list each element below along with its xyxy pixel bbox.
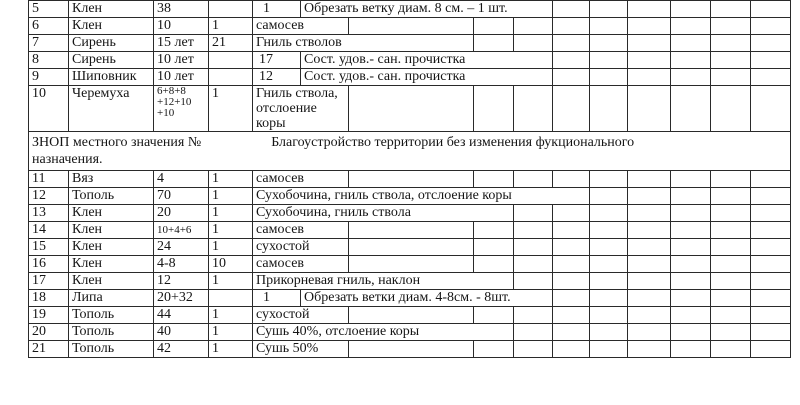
- diameter-cell: 4-8: [154, 256, 209, 273]
- note-cell: Обрезать ветки диам. 4-8см. - 8шт.: [301, 290, 553, 307]
- note-cell: Сост. удов.- сан. прочистка: [301, 52, 553, 69]
- section-title: ЗНОП местного значения №: [32, 135, 202, 150]
- species-cell: Клен: [69, 222, 154, 239]
- row-number: 20: [29, 324, 69, 341]
- count-cell: 1: [209, 341, 253, 358]
- row-number: 13: [29, 205, 69, 222]
- species-cell: Липа: [69, 290, 154, 307]
- row-number: 5: [29, 1, 69, 18]
- row-number: 19: [29, 307, 69, 324]
- species-cell: Клен: [69, 1, 154, 18]
- count-cell: 1: [209, 18, 253, 35]
- species-cell: Клен: [69, 18, 154, 35]
- count-b-cell: 17: [253, 52, 301, 69]
- species-cell: Сирень: [69, 35, 154, 52]
- row-number: 16: [29, 256, 69, 273]
- diameter-cell: 20: [154, 205, 209, 222]
- row-number: 10: [29, 86, 69, 132]
- tree-inventory-table: [28, 0, 791, 358]
- species-cell: Клен: [69, 256, 154, 273]
- table-row: [29, 273, 791, 290]
- table-row: [29, 222, 791, 239]
- diameter-cell: 44: [154, 307, 209, 324]
- row-number: 12: [29, 188, 69, 205]
- diameter-cell: 10: [154, 18, 209, 35]
- row-number: 18: [29, 290, 69, 307]
- table-row: [29, 307, 791, 324]
- count-cell: 1: [209, 273, 253, 290]
- count-cell: [209, 1, 253, 18]
- table-row: [29, 239, 791, 256]
- diameter-cell: 12: [154, 273, 209, 290]
- count-cell: 1: [209, 307, 253, 324]
- count-b-cell: 1: [253, 1, 301, 18]
- diameter-line: +12+10: [157, 96, 192, 108]
- species-cell: Черемуха: [69, 86, 154, 132]
- count-cell: 1: [209, 205, 253, 222]
- section-header-row: [29, 132, 791, 171]
- species-cell: Тополь: [69, 188, 154, 205]
- row-number: 17: [29, 273, 69, 290]
- species-cell: Сирень: [69, 52, 154, 69]
- table-row: [29, 69, 791, 86]
- diameter-cell: 42: [154, 341, 209, 358]
- table-row: [29, 290, 791, 307]
- row-number: 9: [29, 69, 69, 86]
- table-row: [29, 324, 791, 341]
- count-cell: 1: [209, 324, 253, 341]
- count-cell: 1: [209, 239, 253, 256]
- section-description: Благоустройство территории без изменения фукционального: [271, 135, 635, 150]
- species-cell: Шиповник: [69, 69, 154, 86]
- diameter-cell: 40: [154, 324, 209, 341]
- diameter-cell: 10 лет: [154, 52, 209, 69]
- count-cell: [209, 52, 253, 69]
- row-number: 8: [29, 52, 69, 69]
- species-cell: Вяз: [69, 171, 154, 188]
- note-cell: самосев: [253, 256, 349, 273]
- note-cell: [253, 86, 349, 132]
- note-cell: Гниль стволов: [253, 35, 474, 52]
- count-cell: [209, 69, 253, 86]
- section-header: [29, 132, 791, 171]
- count-cell: 1: [209, 171, 253, 188]
- diameter-cell: 70: [154, 188, 209, 205]
- table-row: [29, 171, 791, 188]
- note-line: Гниль ствола,: [256, 86, 338, 101]
- table-row: [29, 52, 791, 69]
- table-row: [29, 188, 791, 205]
- note-cell: Сухобочина, гниль ствола: [253, 205, 514, 222]
- species-cell: Клен: [69, 205, 154, 222]
- species-cell: Тополь: [69, 341, 154, 358]
- row-number: 15: [29, 239, 69, 256]
- diameter-cell: 15 лет: [154, 35, 209, 52]
- row-number: 11: [29, 171, 69, 188]
- row-number: 21: [29, 341, 69, 358]
- note-cell: Сост. удов.- сан. прочистка: [301, 69, 553, 86]
- count-cell: 1: [209, 188, 253, 205]
- note-cell: самосев: [253, 222, 349, 239]
- row-number: 7: [29, 35, 69, 52]
- species-cell: Тополь: [69, 307, 154, 324]
- note-line: отслоение коры: [256, 101, 317, 131]
- note-cell: сухостой: [253, 307, 349, 324]
- note-cell: Сушь 40%, отслоение коры: [253, 324, 514, 341]
- diameter-cell: 10+4+6: [154, 222, 209, 239]
- species-cell: Клен: [69, 239, 154, 256]
- note-cell: Сухобочина, гниль ствола, отслоение коры: [253, 188, 590, 205]
- diameter-cell: 38: [154, 1, 209, 18]
- note-cell: сухостой: [253, 239, 349, 256]
- count-cell: 10: [209, 256, 253, 273]
- species-cell: Клен: [69, 273, 154, 290]
- table-row: [29, 341, 791, 358]
- row-number: 6: [29, 18, 69, 35]
- table-row: [29, 1, 791, 18]
- count-cell: 21: [209, 35, 253, 52]
- species-cell: Тополь: [69, 324, 154, 341]
- table-row: [29, 256, 791, 273]
- diameter-cell: 24: [154, 239, 209, 256]
- count-cell: 1: [209, 222, 253, 239]
- note-cell: Прикорневая гниль, наклон: [253, 273, 514, 290]
- count-b-cell: 12: [253, 69, 301, 86]
- note-cell: Сушь 50%: [253, 341, 349, 358]
- note-cell: Обрезать ветку диам. 8 см. – 1 шт.: [301, 1, 553, 18]
- diameter-cell: [154, 86, 209, 132]
- table-row: [29, 205, 791, 222]
- diameter-cell: 4: [154, 171, 209, 188]
- table-row: [29, 18, 791, 35]
- table-row: [29, 86, 791, 132]
- count-b-cell: 1: [253, 290, 301, 307]
- table-row: [29, 35, 791, 52]
- count-cell: [209, 290, 253, 307]
- diameter-line: 6+8+8: [157, 85, 186, 97]
- row-number: 14: [29, 222, 69, 239]
- section-description-continuation: назначения.: [32, 152, 103, 167]
- diameter-line: +10: [157, 107, 175, 119]
- diameter-cell: 20+32: [154, 290, 209, 307]
- diameter-cell: 10 лет: [154, 69, 209, 86]
- count-cell: 1: [209, 86, 253, 132]
- note-cell: самосев: [253, 171, 349, 188]
- note-cell: самосев: [253, 18, 349, 35]
